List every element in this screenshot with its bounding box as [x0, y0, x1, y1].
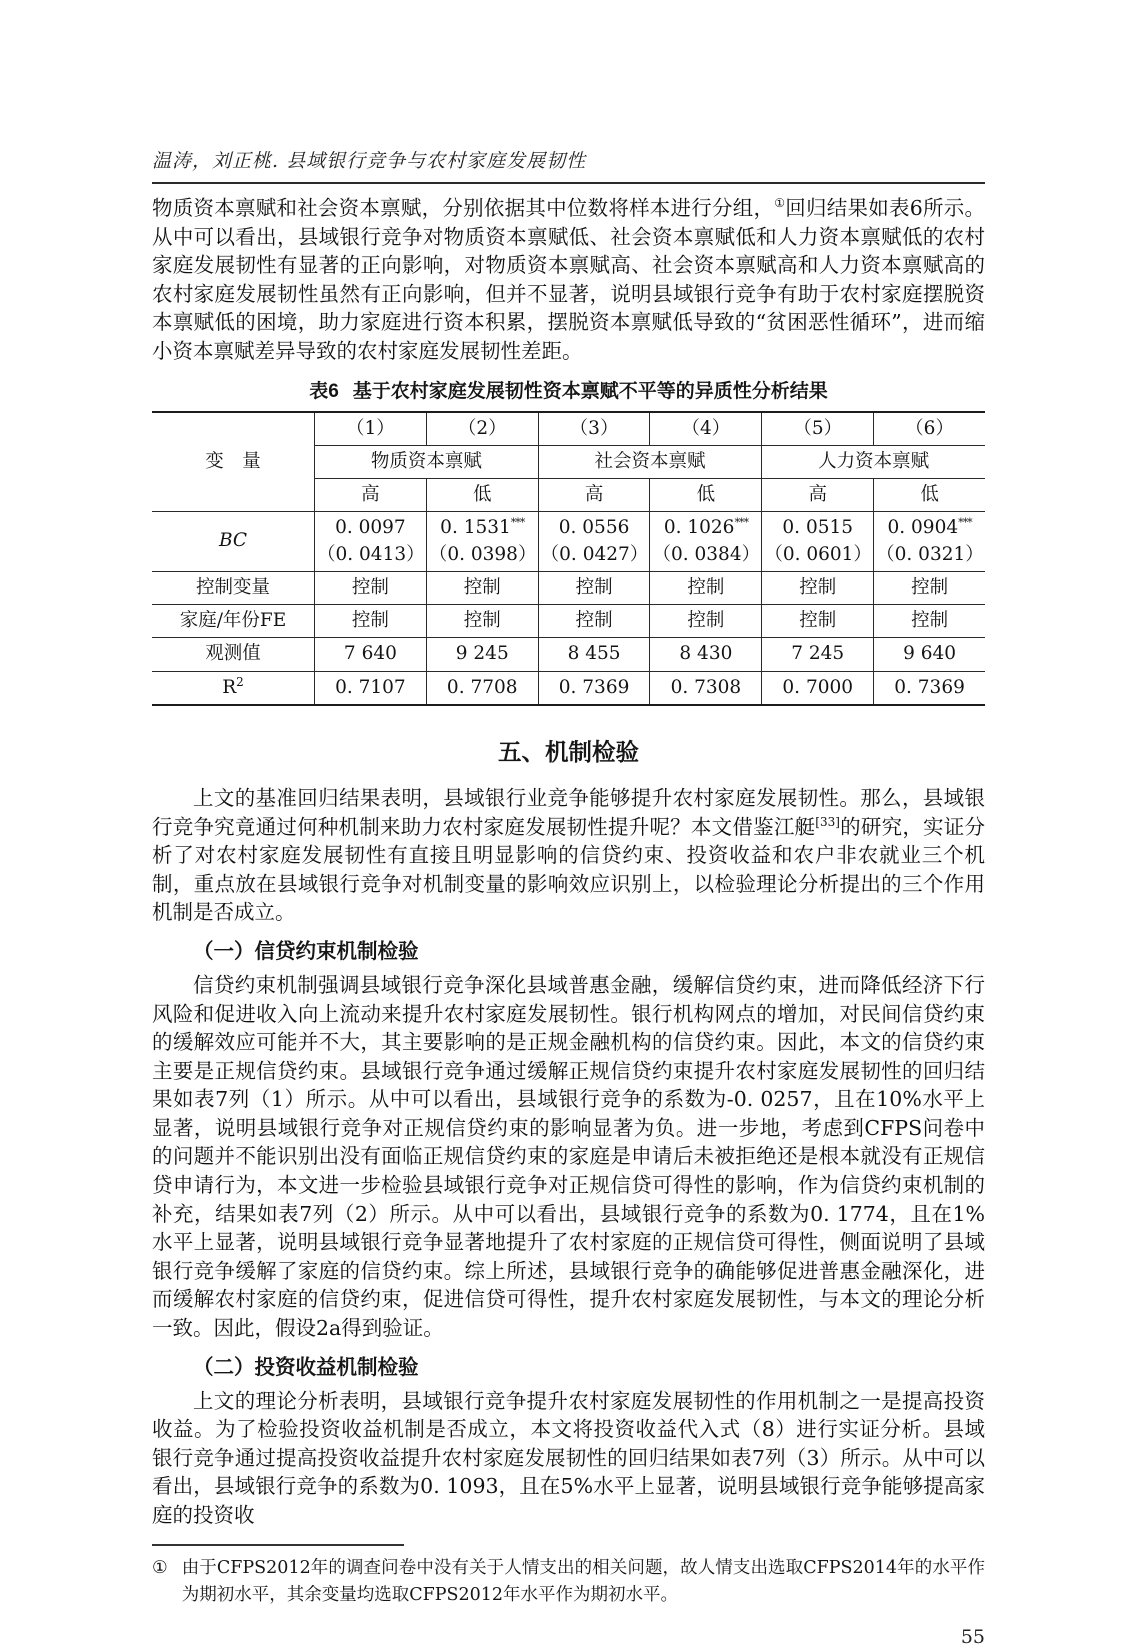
investment-return-paragraph: 上文的理论分析表明，县域银行竞争提升农村家庭发展韧性的作用机制之一是提高投资收益。为了检验投资收益机制是否成立，本文将投资收益代入式（8）进行实证分析。县域银行竞争通过提高投资收益提升农村家庭发展韧性的回归结果如表7列（3）所示。从中可以看出，县域银行竞争的系数为0. 1093，且在5%水平上显著，说明县域银行竞争能够提高家庭的投资收: [152, 1388, 985, 1528]
table-cell-label: 控制变量: [152, 571, 315, 604]
table-cell-subheader: 低: [426, 479, 538, 512]
table-cell: 0. 7369: [538, 671, 650, 705]
table-row-bc: [152, 512, 985, 572]
table-row-fe: [152, 605, 985, 638]
table-cell: 7 245: [762, 638, 874, 671]
table-cell-coef: [650, 512, 762, 572]
table-row-r2: [152, 671, 985, 705]
table-cell: 0. 7107: [315, 671, 427, 705]
table-cell-group: 社会资本禀赋: [538, 445, 762, 478]
subsection-heading-investment-return: （二）投资收益机制检验: [193, 1355, 419, 1379]
table-cell: 控制: [650, 605, 762, 638]
table-cell-group: 物质资本禀赋: [315, 445, 539, 478]
table-cell-colnum: （6）: [874, 412, 985, 446]
std-error: （0. 0384）: [652, 543, 761, 565]
coef-value: 0. 0515: [782, 517, 854, 539]
table-cell: 控制: [874, 571, 985, 604]
table-row-observations: [152, 638, 985, 671]
table-cell-subheader: 低: [650, 479, 762, 512]
std-error: （0. 0413）: [317, 543, 425, 565]
significance-stars: ***: [510, 516, 525, 530]
table-cell: 8 430: [650, 638, 762, 671]
table-cell: 控制: [538, 571, 650, 604]
table-cell: 控制: [426, 571, 538, 604]
significance-stars: ***: [734, 516, 748, 530]
table-cell: 8 455: [538, 638, 650, 671]
std-error: （0. 0601）: [764, 543, 872, 565]
footnote-text: 由于CFPS2012年的调查问卷中没有关于人情支出的相关问题，故人情支出选取CFPS2014年的水平作为期初水平，其余变量均选取CFPS2012年水平作为期初水平。: [181, 1557, 985, 1606]
section-heading: 五、机制检验: [498, 738, 639, 765]
coef-value: 0. 1026: [663, 517, 735, 539]
r2-sup: 2: [236, 674, 244, 689]
coef-value: 0. 1531: [440, 517, 511, 539]
intro-paragraph-pre: 物质资本禀赋和社会资本禀赋，分别依据其中位数将样本进行分组，: [152, 196, 775, 220]
credit-constraint-paragraph: 信贷约束机制强调县域银行竞争深化县域普惠金融，缓解信贷约束，进而降低经济下行风险和促进收入向上流动来提升农村家庭发展韧性。银行机构网点的增加，对民间信贷约束的缓解效应可能并不大，其主要影响的是正规金融机构的信贷约束。因此，本文的信贷约束主要是正规信贷约束。县域银行竞争通过缓解正规信贷约束提升农村家庭发展韧性的回归结果如表7列（1）所示。从中可以看出，县域银行竞争的系数为-0. 0257，且在10%水平上显著，说明县域银行竞争对正规信贷约束的影响显著为负。进一步地，考虑到CFPS问卷中的问题并不能识别出没有面临正规信贷约束的家庭是申请后未被拒绝还是根本就没有正规信贷申请行为，本文进一步检验县域银行竞争对正规信贷可得性的影响，作为信贷约束机制的补充，结果如表7列（2）所示。从中可以看出，县域银行竞争的系数为0. 1774，且在1%水平上显著，说明县域银行竞争显著地提升了农村家庭的正规信贷可得性，侧面说明了县域银行竞争缓解了家庭的信贷约束。综上所述，县域银行竞争的确能够促进普惠金融深化，进而缓解农村家庭的信贷约束，促进信贷可得性，提升农村家庭发展韧性，与本文的理论分析一致。因此，假设2a得到验证。: [152, 972, 985, 1341]
table-cell: 7 640: [315, 638, 427, 671]
footnote-marker: ①: [152, 1557, 168, 1578]
table-cell: 控制: [650, 571, 762, 604]
table-cell: 控制: [874, 605, 985, 638]
table-cell-coef: [538, 512, 650, 572]
mechanism-intro-post: 的研究，实证分析了对农村家庭发展韧性有直接且明显影响的信贷约束、投资收益和农户非农就业三个机制，重点放在县域银行竞争对机制变量的影响效应识别上，以检验理论分析提出的三个作用机制是否成立。: [152, 814, 986, 925]
table-cell: 控制: [315, 571, 427, 604]
table-cell-label: 家庭/年份FE: [152, 605, 315, 638]
table-cell-label: 观测值: [152, 638, 315, 671]
std-error: （0. 0427）: [540, 543, 649, 565]
coef-value: 0. 0556: [558, 517, 630, 539]
table-cell-r2-label: [152, 671, 315, 705]
std-error: （0. 0321）: [876, 543, 984, 565]
table-cell: 0. 7308: [650, 671, 762, 705]
table-cell-bc-label: BC: [152, 512, 315, 572]
table-cell-subheader: 高: [762, 479, 874, 512]
mechanism-intro-pre: 上文的基准回归结果表明，县域银行业竞争能够提升农村家庭发展韧性。那么，县域银行竞争究竟通过何种机制来助力农村家庭发展韧性提升呢？本文借鉴江艇: [152, 785, 985, 839]
table-cell-coef: [874, 512, 985, 572]
table-cell: 控制: [538, 605, 650, 638]
page-number: 55: [960, 1625, 985, 1648]
table-cell-colnum: （1）: [315, 412, 427, 446]
table-cell-colnum: （2）: [426, 412, 538, 446]
table-cell: 9 245: [426, 638, 538, 671]
table-cell-coef: [762, 512, 874, 572]
footnote-ref-marker: ①: [774, 196, 786, 211]
table-cell-colnum: （3）: [538, 412, 650, 446]
table-cell-subheader: 高: [315, 479, 427, 512]
std-error: （0. 0398）: [428, 543, 537, 565]
table-cell-subheader: 低: [874, 479, 985, 512]
table-cell-variable-header: 变 量: [152, 412, 315, 512]
table-cell: 9 640: [874, 638, 985, 671]
significance-stars: ***: [958, 516, 972, 530]
table-cell-group: 人力资本禀赋: [762, 445, 985, 478]
table-cell-subheader: 高: [538, 479, 650, 512]
coef-value: 0. 0904: [887, 517, 959, 539]
table-cell: 控制: [762, 571, 874, 604]
table-cell-coef: [426, 512, 538, 572]
table-cell: 控制: [426, 605, 538, 638]
table-cell-colnum: （5）: [762, 412, 874, 446]
mechanism-intro-paragraph: [152, 784, 985, 927]
table-cell-coef: [315, 512, 427, 572]
table6: [152, 411, 985, 706]
table6-caption-label: 表6: [309, 380, 339, 402]
table-cell: 0. 7369: [874, 671, 985, 705]
table-row-controls: [152, 571, 985, 604]
footnote-divider: [152, 1544, 404, 1546]
coef-value: 0. 0097: [335, 517, 406, 539]
citation-ref: [33]: [815, 814, 840, 829]
intro-paragraph-post: 回归结果如表6所示。从中可以看出，县域银行竞争对物质资本禀赋低、社会资本禀赋低和人力资本禀赋低的农村家庭发展韧性有显著的正向影响，对物质资本禀赋高、社会资本禀赋高和人力资本禀赋高的农村家庭发展韧性虽然有正向影响，但并不显著，说明县域银行竞争有助于农村家庭摆脱资本禀赋低的困境，助力家庭进行资本积累，摆脱资本禀赋低导致的“贫困恶性循环”，进而缩小资本禀赋差异导致的农村家庭发展韧性差距。: [152, 196, 985, 363]
table-cell: 0. 7708: [426, 671, 538, 705]
table-cell: 0. 7000: [762, 671, 874, 705]
table-cell: 控制: [315, 605, 427, 638]
r2-base: R: [222, 676, 237, 698]
table6-caption: [152, 376, 985, 403]
running-head: 温涛，刘正桃. 县域银行竞争与农村家庭发展韧性: [152, 150, 587, 172]
table-cell: 控制: [762, 605, 874, 638]
subsection-heading-credit-constraint: （一）信贷约束机制检验: [193, 939, 419, 963]
header-rule: [152, 182, 985, 184]
intro-paragraph: [152, 194, 985, 366]
table6-caption-title: 基于农村家庭发展韧性资本禀赋不平等的异质性分析结果: [352, 380, 828, 402]
table-row-colnumbers: [152, 412, 985, 446]
footnote: [152, 1555, 985, 1610]
table-cell-colnum: （4）: [650, 412, 762, 446]
